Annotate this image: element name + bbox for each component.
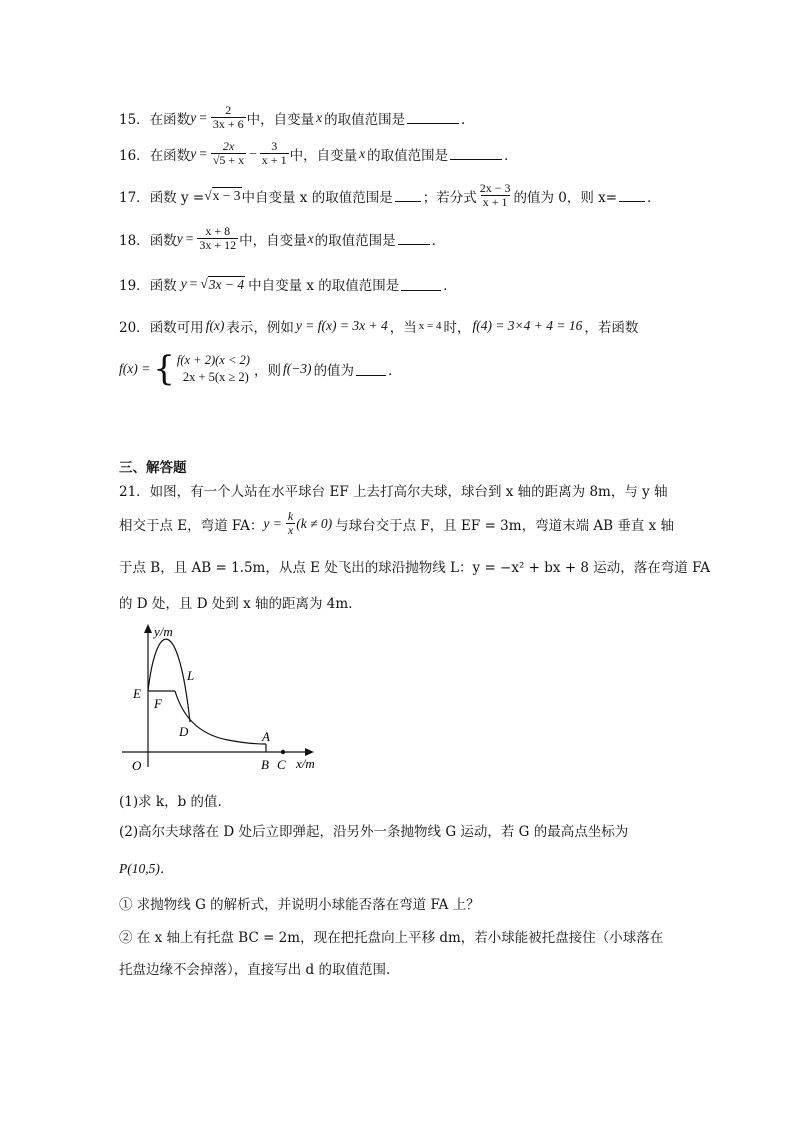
label-C: C: [277, 757, 286, 772]
q16-number: 16．: [119, 147, 150, 164]
point-C: [281, 750, 285, 754]
q21-sub-4a-text: ② 在 x 轴上有托盘 BC = 2m，现在把托盘向上平移 dm，若小球能被托盘接住（小球落在: [119, 930, 664, 946]
q16-var: x: [359, 145, 366, 161]
q21-fn: y =: [263, 515, 282, 531]
q18-fraction: [197, 225, 238, 252]
label-y-axis: y/m: [154, 624, 173, 639]
question-20: [119, 316, 638, 336]
q18-var: x: [307, 230, 314, 246]
curve-FA: [175, 691, 266, 744]
q19-eq: =: [189, 276, 198, 291]
q16-fraction-2: [260, 140, 289, 167]
q19-answer-blank[interactable]: [401, 278, 441, 291]
q18-end: ．: [431, 232, 446, 249]
q21-text-3: 于点 B，且 AB = 1.5m，从点 E 处飞出的球沿抛物线 L：y = −x² + bx + 8 运动，落在弯道 FA: [119, 560, 711, 576]
q17-f-den: x + 1: [482, 195, 508, 210]
q16-text-b: 中，自变量: [289, 147, 358, 164]
q17-sqrt-sign: √: [204, 187, 212, 203]
q17-text-d: 的值为 0，则 x=: [513, 189, 618, 206]
q18-fn: y: [176, 230, 183, 246]
q15-text-c: 的取值范围是: [324, 111, 406, 128]
q21-sub-3: [119, 893, 480, 913]
q19-radicand: 3x − 4: [208, 276, 245, 292]
q18-f-num: x + 8: [205, 224, 231, 238]
q17-number: 17．: [119, 189, 150, 206]
q15-end: ．: [461, 111, 475, 128]
q19-text-b: 中自变量 x 的取值范围是: [248, 278, 400, 294]
q20-text-b: 表示，例如: [226, 320, 294, 336]
label-F: F: [154, 696, 162, 711]
q20-cases: [153, 349, 250, 389]
q15-frac-den: 3x + 6: [212, 117, 244, 132]
q17-answer-blank-2[interactable]: [619, 189, 645, 202]
q21-cond: (k ≠ 0): [296, 515, 333, 531]
q18-text-c: 的取值范围是: [314, 232, 396, 249]
q21-sub-2b: [119, 857, 173, 877]
q16-fn: y: [190, 145, 197, 161]
q15-fraction: [211, 104, 246, 131]
q19-end: ．: [443, 278, 457, 294]
question-18: [119, 225, 445, 252]
section-heading: 三、解答题: [119, 460, 187, 476]
q20-end: ．: [388, 363, 402, 379]
q20-text-a: 函数可用: [149, 320, 204, 336]
q19-text-a: 函数: [149, 278, 177, 294]
q15-text-a: 在函数: [149, 111, 191, 128]
question-16: [119, 140, 518, 167]
q17-answer-blank-1[interactable]: [395, 189, 421, 202]
q21-line-3: [119, 556, 710, 576]
label-D: D: [179, 724, 189, 739]
q21-sub-1-text: (1)求 k，b 的值．: [119, 794, 232, 810]
q19-sqrt-sign: √: [200, 276, 208, 291]
label-B: B: [261, 757, 269, 772]
q21-frac-num: k: [287, 509, 294, 523]
golf-figure: [118, 622, 338, 772]
q15-text-b: 中，自变量: [246, 111, 315, 128]
q20-lhs: f(x) =: [119, 361, 151, 376]
q19-fn: y: [180, 276, 187, 291]
q20-text-e: ，若函数: [584, 320, 639, 336]
q17-end: ．: [647, 189, 661, 206]
q21-sub-2a: [119, 820, 628, 840]
q20-text-g: 的值为: [313, 363, 355, 379]
q18-number: 18．: [119, 232, 150, 249]
q17-text-a: 函数 y =: [149, 189, 205, 206]
q20-text-c: ，当: [389, 320, 417, 336]
q16-end: ．: [504, 147, 518, 164]
q17-fraction: [478, 182, 513, 209]
q21-text-1: 21．如图，有一个人站在水平球台 EF 上去打高尔夫球，球台到 x 轴的距离为 8m，与 y 轴: [119, 484, 668, 500]
q20-example: y = f(x) = 3x + 4: [295, 318, 388, 333]
label-A: A: [262, 729, 270, 744]
q16-f2-den: x + 1: [261, 153, 287, 168]
q21-text-4: 的 D 处，且 D 处到 x 轴的距离为 4m．: [119, 596, 362, 612]
q17-text-b: 中自变量 x 的取值范围是: [241, 189, 393, 206]
q16-eq: =: [199, 145, 207, 161]
q20-answer-blank[interactable]: [356, 363, 386, 376]
q16-answer-blank[interactable]: [450, 147, 502, 160]
q20-case-list: [177, 352, 250, 386]
q18-text-b: 中，自变量: [239, 232, 307, 249]
q16-minus: −: [249, 145, 257, 161]
q21-sub-4a: [119, 926, 663, 946]
x-axis-arrow-icon: [305, 748, 314, 756]
question-20-piecewise: [119, 349, 402, 389]
q15-number: 15．: [119, 111, 150, 128]
label-L: L: [187, 668, 195, 683]
q15-frac-num: 2: [225, 103, 232, 117]
q21-sub-1: [119, 790, 231, 810]
label-E: E: [133, 686, 141, 701]
q20-calc: f(4) = 3×4 + 4 = 16: [472, 318, 583, 333]
q19-number: 19．: [119, 278, 150, 294]
q21-fraction: [286, 510, 295, 537]
q21-line-2: [119, 510, 674, 537]
q21-sub-4b-text: 托盘边缘不会掉落），直接写出 d 的取值范围．: [119, 962, 400, 978]
q17-text-c: ；若分式: [422, 189, 477, 206]
q18-answer-blank[interactable]: [398, 232, 430, 245]
q17-f-num: 2x − 3: [479, 181, 511, 195]
question-17: [119, 182, 661, 209]
q20-text-d: 时，: [443, 320, 471, 336]
q21-frac-den: x: [287, 523, 294, 538]
q15-fn: y: [190, 109, 197, 125]
q20-text-f: ，则: [253, 363, 281, 379]
label-O: O: [132, 758, 142, 772]
q15-answer-blank[interactable]: [407, 111, 459, 124]
q20-ask: f(−3): [282, 361, 312, 376]
question-15: [119, 104, 475, 131]
q16-f1-den: √5 + x: [212, 153, 245, 168]
q15-eq: =: [199, 109, 207, 125]
q21-sub-2b-text: P(10,5)．: [119, 861, 174, 876]
q21-sub-3-text: ① 求抛物线 G 的解析式，并说明小球能否落在弯道 FA 上？: [119, 897, 480, 913]
y-axis-arrow-icon: [144, 624, 152, 633]
q16-f1-num: 2x: [222, 139, 235, 153]
brace-icon: {: [153, 349, 175, 389]
q17-radicand: x − 3: [212, 188, 241, 204]
q16-fraction-1: [211, 140, 246, 167]
q21-line-1: [119, 480, 668, 500]
q18-text-a: 函数: [149, 232, 177, 249]
q16-text-c: 的取值范围是: [367, 147, 449, 164]
q16-text-a: 在函数: [149, 147, 191, 164]
label-x-axis: x/m: [296, 756, 315, 771]
q21-sub-2a-text: (2)高尔夫球落在 D 处后立即弹起，沿另外一条抛物线 G 运动，若 G 的最高点坐标为: [119, 824, 629, 840]
q18-eq: =: [185, 230, 194, 246]
question-19: [119, 274, 457, 294]
q15-var: x: [316, 109, 323, 125]
q18-f-den: 3x + 12: [199, 238, 237, 253]
q21-text-2b: 与球台交于点 F，且 EF = 3m，弯道末端 AB 垂直 x 轴: [335, 517, 675, 534]
q20-case-1: f(x + 2)(x < 2): [176, 353, 250, 368]
q20-fx: f(x): [205, 318, 225, 333]
q20-case-2: 2x + 5(x ≥ 2): [182, 370, 249, 384]
q21-text-2a: 相交于点 E，弯道 FA：: [119, 517, 264, 534]
q21-sub-4b: [119, 958, 399, 978]
q20-xval: x = 4: [418, 320, 442, 332]
q20-number: 20．: [119, 320, 150, 336]
q16-f2-num: 3: [271, 139, 278, 153]
q21-line-4: [119, 592, 362, 612]
